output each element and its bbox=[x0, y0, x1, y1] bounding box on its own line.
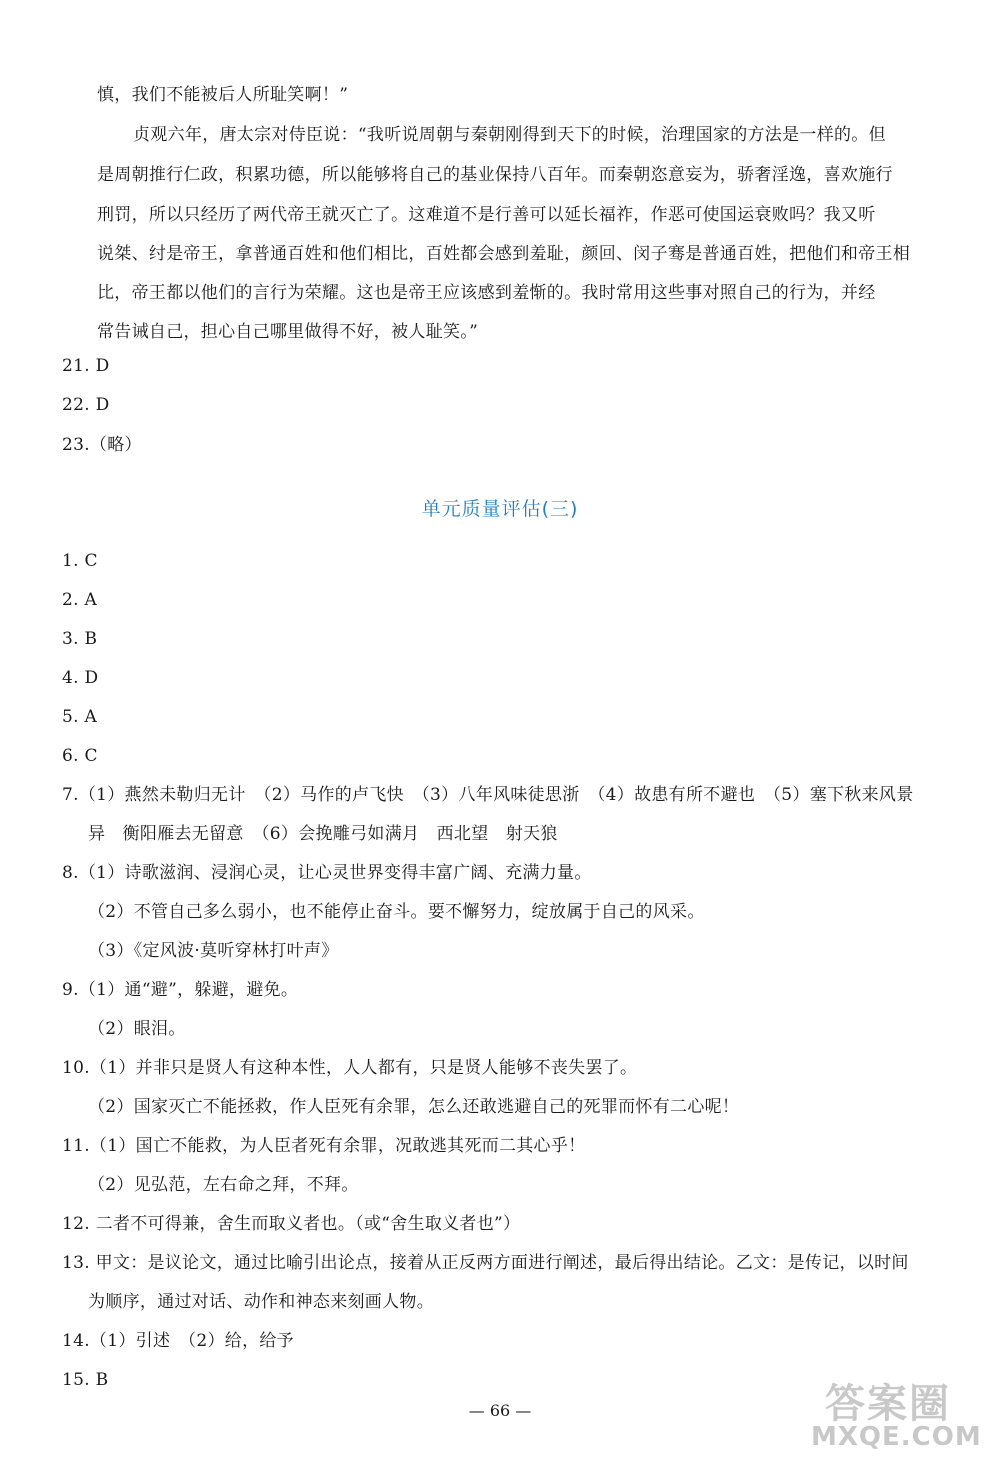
answer-12: 12. 二者不可得兼，舍生而取义者也。（或“舍生取义者也”） bbox=[62, 1214, 521, 1234]
answer-13-line-1: 13. 甲文：是议论文，通过比喻引出论点，接着从正反两方面进行阐述，最后得出结论。乙文：是传记，以时间 bbox=[62, 1253, 909, 1273]
answer-23: 23.（略） bbox=[62, 435, 142, 455]
passage-line-6: 比，帝王都以他们的言行为荣耀。这也是帝王应该感到羞惭的。我时常用这些事对照自己的行为，并经 bbox=[97, 283, 876, 303]
answer-1: 1. C bbox=[62, 551, 98, 571]
watermark-top-text: 答案圈 bbox=[825, 1381, 951, 1427]
answer-15: 15. B bbox=[62, 1370, 109, 1390]
answer-14: 14.（1）引述 （2）给，给予 bbox=[62, 1331, 294, 1351]
watermark-logo bbox=[807, 1372, 982, 1452]
passage-line-3: 是周朝推行仁政，积累功德，所以能够将自己的基业保持八百年。而秦朝恣意妄为，骄奢淫逸，喜欢施行 bbox=[97, 165, 893, 185]
answer-7-line-2: 异 衡阳雁去无留意 （6）会挽雕弓如满月 西北望 射天狼 bbox=[88, 824, 558, 844]
answer-2: 2. A bbox=[62, 590, 98, 610]
answer-3: 3. B bbox=[62, 629, 98, 649]
page-number: — 66 — bbox=[468, 1401, 532, 1420]
passage-line-4: 刑罚，所以只经历了两代帝王就灭亡了。这难道不是行善可以延长福祚，作恶可使国运衰败吗？我又听 bbox=[97, 205, 876, 225]
answer-21: 21. D bbox=[62, 356, 110, 376]
answer-13-line-2: 为顺序，通过对话、动作和神态来刻画人物。 bbox=[88, 1292, 434, 1312]
answer-8-line-3: （3）《定风波·莫听穿林打叶声》 bbox=[88, 941, 339, 961]
answer-6: 6. C bbox=[62, 746, 98, 766]
passage-line-5: 说桀、纣是帝王，拿普通百姓和他们相比，百姓都会感到羞耻，颜回、闵子骞是普通百姓，把他们和帝王相 bbox=[97, 244, 911, 264]
passage-line-7: 常告诫自己，担心自己哪里做得不好，被人耻笑。” bbox=[97, 322, 479, 342]
section-title: 单元质量评估(三) bbox=[421, 498, 579, 520]
answer-4: 4. D bbox=[62, 668, 99, 688]
watermark-bottom-text: MXQE.COM bbox=[811, 1422, 982, 1452]
passage-line-2: 贞观六年，唐太宗对侍臣说：“我听说周朝与秦朝刚得到天下的时候，治理国家的方法是一样的。但 bbox=[133, 125, 886, 145]
answer-11-line-2: （2）见弘范，左右命之拜，不拜。 bbox=[88, 1175, 359, 1195]
passage-line-1: 慎，我们不能被后人所耻笑啊！” bbox=[97, 85, 349, 105]
answer-8-line-2: （2）不管自己多么弱小，也不能停止奋斗。要不懈努力，绽放属于自己的风采。 bbox=[88, 902, 705, 922]
answer-22: 22. D bbox=[62, 395, 110, 415]
answer-11-line-1: 11.（1）国亡不能救，为人臣者死有余罪，况敢逃其死而二其心乎！ bbox=[62, 1136, 586, 1156]
answer-7-line-1: 7.（1）燕然未勒归无计 （2）马作的卢飞快 （3）八年风味徒思浙 （4）故患有所不避也 （5）塞下秋来风景 bbox=[62, 785, 914, 805]
answer-5: 5. A bbox=[62, 707, 98, 727]
answer-8-line-1: 8.（1）诗歌滋润、浸润心灵，让心灵世界变得丰富广阔、充满力量。 bbox=[62, 863, 592, 883]
answer-10-line-1: 10.（1）并非只是贤人有这种本性，人人都有，只是贤人能够不丧失罢了。 bbox=[62, 1058, 638, 1078]
answer-9-line-1: 9.（1）通“避”，躲避，避免。 bbox=[62, 980, 299, 1000]
answer-10-line-2: （2）国家灭亡不能拯救，作人臣死有余罪，怎么还敢逃避自己的死罪而怀有二心呢！ bbox=[88, 1097, 740, 1117]
answer-9-line-2: （2）眼泪。 bbox=[88, 1019, 186, 1039]
